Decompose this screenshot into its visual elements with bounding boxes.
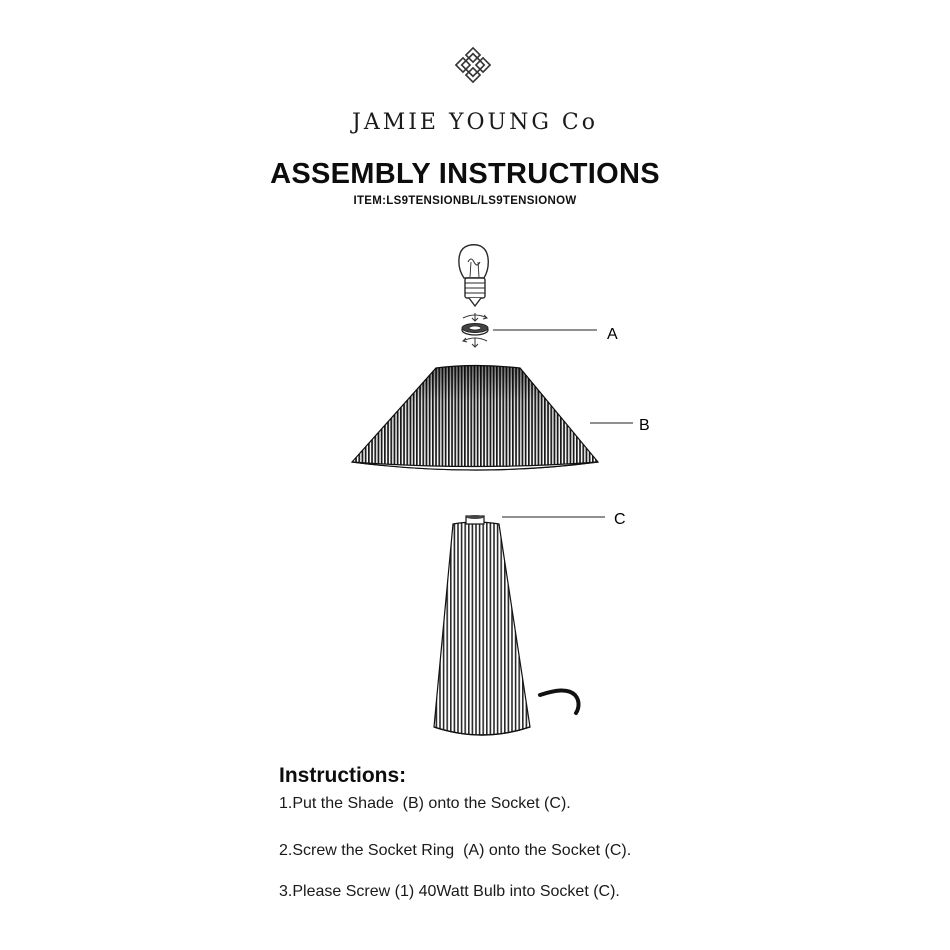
brand-name: JAMIE YOUNG Co <box>352 110 598 135</box>
instruction-step-2: 2.Screw the Socket Ring (A) onto the Socket (C). <box>279 842 632 859</box>
instructions-heading: Instructions: <box>279 764 407 787</box>
item-code: ITEM:LS9TENSIONBL/LS9TENSIONOW <box>353 195 577 207</box>
instruction-step-3: 3.Please Screw (1) 40Watt Bulb into Socket (C). <box>279 883 620 900</box>
part-label-a: A <box>607 326 618 343</box>
socket-ring <box>462 324 488 336</box>
instruction-step-1: 1.Put the Shade (B) onto the Socket (C). <box>279 795 571 812</box>
lamp-shade <box>352 366 598 471</box>
light-bulb <box>459 245 488 306</box>
part-label-b: B <box>639 417 650 434</box>
part-label-c: C <box>614 511 626 528</box>
rotate-arrows-icon <box>463 338 487 347</box>
rotate-arrows-icon <box>463 313 487 321</box>
page-title: ASSEMBLY INSTRUCTIONS <box>270 158 660 190</box>
lamp-base <box>434 515 579 735</box>
